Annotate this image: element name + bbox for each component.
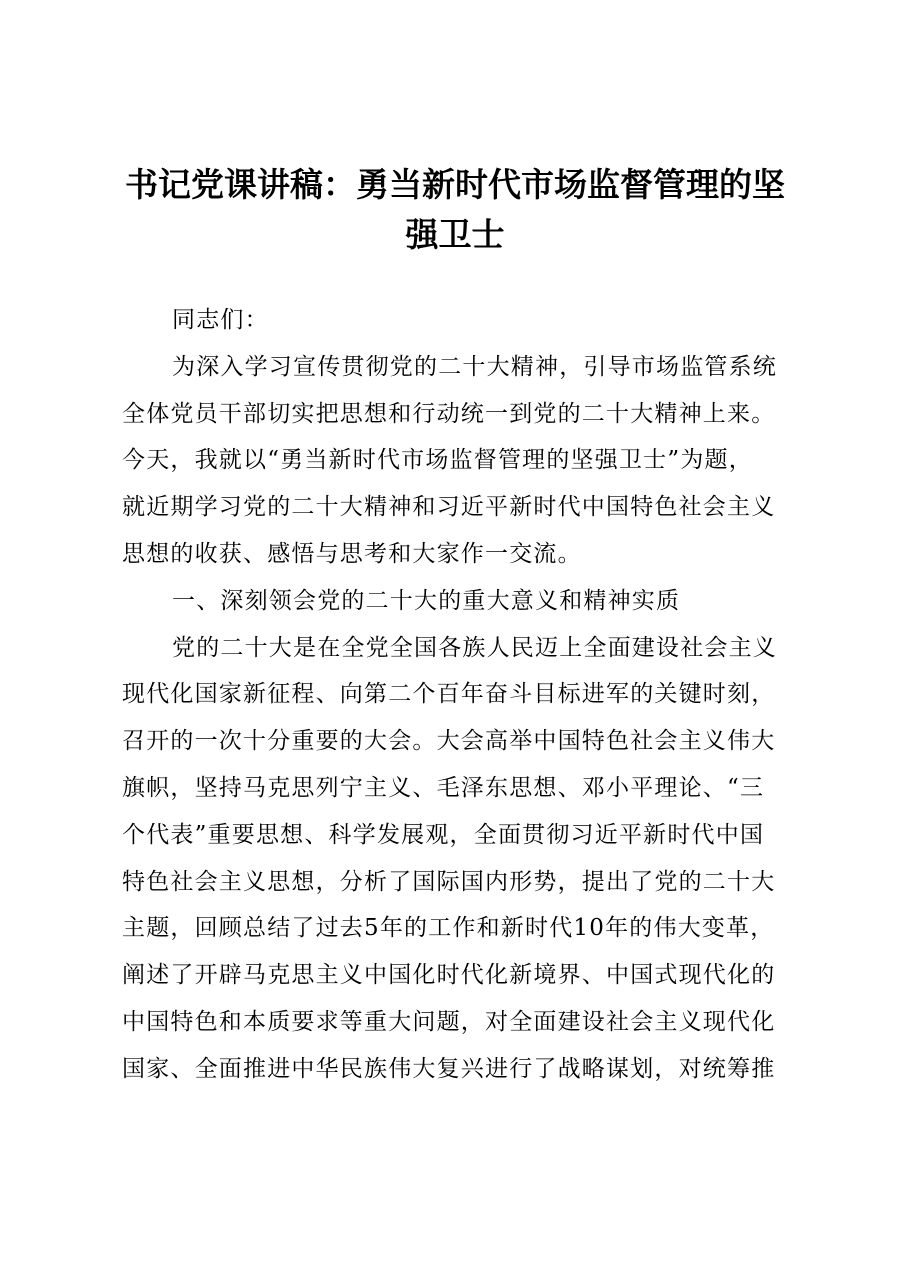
document-body (122, 297, 797, 1093)
body-line: 中国特色和本质要求等重大问题，对全面建设社会主义现代化 (122, 1008, 776, 1035)
body-line: 旗帜，坚持马克思列宁主义、毛泽东思想、邓小平理论、“三 (122, 774, 765, 801)
body-line: 主题，回顾总结了过去5年的工作和新时代10年的伟大变革， (122, 915, 775, 942)
body-line: 个代表”重要思想、科学发展观，全面贯彻习近平新时代中国 (122, 821, 765, 848)
body-line: 今天，我就以“勇当新时代市场监督管理的坚强卫士”为题， (122, 447, 753, 474)
body-line: 召开的一次十分重要的大会。大会高举中国特色社会主义伟大 (122, 728, 776, 755)
body-line: 全体党员干部切实把思想和行动统一到党的二十大精神上来。 (122, 400, 776, 427)
body-line: 阐述了开辟马克思主义中国化时代化新境界、中国式现代化的 (122, 962, 776, 989)
body-line: 为深入学习宣传贯彻党的二十大精神，引导市场监管系统 (172, 353, 777, 380)
body-line: 就近期学习党的二十大精神和习近平新时代中国特色社会主义 (122, 494, 776, 521)
document-title (110, 160, 800, 260)
title-line-1: 书记党课讲稿：勇当新时代市场监督管理的坚 (125, 165, 785, 204)
body-line: 现代化国家新征程、向第二个百年奋斗目标进军的关键时刻， (122, 681, 776, 708)
body-line: 特色社会主义思想，分析了国际国内形势，提出了党的二十大 (122, 868, 776, 895)
body-line: 思想的收获、感悟与思考和大家作一交流。 (122, 540, 582, 567)
body-line: 一、深刻领会党的二十大的重大意义和精神实质 (172, 587, 681, 614)
body-line: 同志们： (172, 307, 269, 333)
title-line-2: 强卫士 (405, 215, 505, 254)
body-line: 国家、全面推进中华民族伟大复兴进行了战略谋划，对统筹推 (122, 1055, 776, 1082)
body-line: 党的二十大是在全党全国各族人民迈上全面建设社会主义 (172, 634, 777, 661)
